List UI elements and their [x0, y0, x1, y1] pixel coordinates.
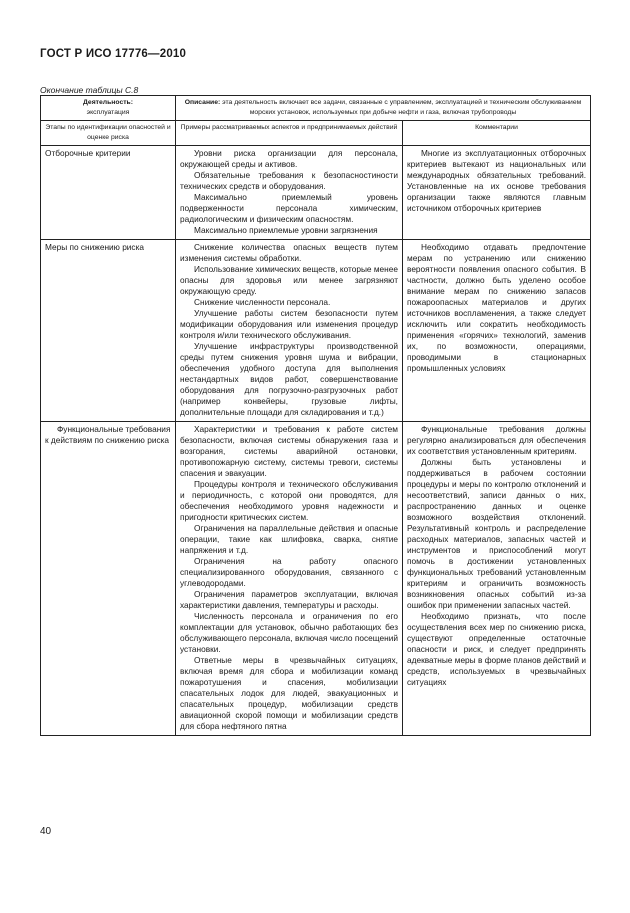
example-paragraph: Ограничения на параллельные действия и опасные операции, такие как шлифовка, сварка, снятие напряжения и т.д.: [180, 523, 398, 555]
example-paragraph: Ограничения параметров эксплуатации, включая характеристики давления, температуры и расходы.: [180, 589, 398, 610]
table-row: [41, 146, 591, 240]
page-number: 40: [40, 826, 52, 837]
activity-label: Деятельность:: [83, 99, 133, 106]
comment-paragraph: Должны быть установлены и поддерживаться в рабочем состоянии процедуры и меры по контролю отклонений и несоответствий, записи данных о них, распространению данных и оценке возможного воздействия отклонений. Результативный контроль и распределение расходных материалов, запасных частей и инструментов и приспособлений могут помочь в достижении установленных функциональных требований установленным критериям и ограничить возможность возникновения опасных событий из-за ошибок при применении запасных частей.: [407, 457, 587, 610]
comments-cell: [403, 146, 591, 240]
example-paragraph: Максимально приемлемый уровень подверженности персонала химическим, радиологическим и физическим опасностям.: [180, 192, 398, 224]
table-row: [41, 240, 591, 422]
table-caption: Окончание таблицы С.8: [40, 85, 139, 95]
stage-cell: Функциональные требования к действиям по снижению риска: [41, 422, 176, 736]
column-header-row: [41, 121, 591, 146]
column-header-comments: Комментарии: [403, 121, 591, 146]
example-paragraph: Снижение количества опасных веществ путем изменения системы обработки.: [180, 242, 398, 263]
activity-header-cell: [41, 96, 176, 121]
column-header-examples: Примеры рассматриваемых аспектов и предпринимаемых действий: [176, 121, 403, 146]
example-paragraph: Снижение численности персонала.: [194, 297, 331, 307]
example-paragraph: Ограничения на работу опасного специализированного оборудования, связанного с углеводородами.: [180, 556, 398, 588]
example-paragraph: Улучшение инфраструктуры производственной среды путем снижения уровня шума и вибрации, обеспечения удобного доступа для выполнения нестандартных видов работ, совершенствование оборудования для погрузочно-разгрузочных работ (например конвейеры, грузовые лифты, дополнительные площади для складирования и т.д.): [180, 341, 398, 417]
examples-cell: [176, 422, 403, 736]
example-paragraph: Максимально приемлемые уровни загрязнения: [194, 225, 378, 235]
requirements-table: [40, 95, 591, 736]
example-paragraph: Улучшение работы систем безопасности путем модификации оборудования или изменения процедур контроля и/или технического обслуживания.: [180, 308, 398, 340]
comments-cell: [403, 240, 591, 422]
column-header-stage: Этапы по идентификации опасностей и оценке риска: [41, 121, 176, 146]
comment-paragraph: Многие из эксплуатационных отборочных критериев вытекают из национальных или международных обязательных требований. Установленные на их основе требования организации также являются главным источником отборочных критериев: [407, 148, 587, 213]
comments-cell: [403, 422, 591, 736]
description-text: эта деятельность включает все задачи, связанные с управлением, эксплуатацией и техническим обслуживанием морских установок, используемых при добыче нефти и газа, включая трубопроводы: [222, 99, 582, 116]
table-header-row: [41, 96, 591, 121]
example-paragraph: Использование химических веществ, которые менее опасны для здоровья или менее загрязняют окружающую среду.: [180, 264, 398, 296]
description-header-cell: [176, 96, 591, 121]
examples-cell: [176, 146, 403, 240]
example-paragraph: Численность персонала и ограничения по его комплектации для установок, обычно работающих без обслуживающего персонала, включая число посещений установки.: [180, 611, 398, 654]
example-paragraph: Обязательные требования к безопасностиности технических средств и оборудования.: [180, 170, 398, 191]
description-label: Описание:: [184, 99, 221, 106]
stage-cell: Отборочные критерии: [41, 146, 176, 240]
activity-value: эксплуатация: [86, 109, 130, 116]
comment-paragraph: Необходимо признать, что после осуществления всех мер по снижению риска, существуют определенные остаточные опасности и риск, и следует предпринять адекватные меры в форме планов действий и средств, используемых в чрезвычайных ситуациях: [407, 611, 587, 687]
comment-paragraph: Необходимо отдавать предпочтение мерам по устранению или снижению вероятности появления опасного события. В частности, должно быть уделено особое внимание мерам по снижению запасов пожароопасных материалов и других источников воспламенения, а также следует исключить или сократить необходимость применения «горячих» технологий, заменив их, по возможности, операциями, проводимыми в стационарных промышленных условиях: [407, 242, 587, 373]
example-paragraph: Характеристики и требования к работе систем безопасности, включая системы обнаружения газа и возгорания, системы аварийной остановки, противопожарную систему, системы тревоги, системы спасения и эвакуации.: [180, 424, 398, 478]
document-header: ГОСТ Р ИСО 17776—2010: [40, 48, 187, 60]
example-paragraph: Уровни риска организации для персонала, окружающей среды и активов.: [180, 148, 398, 169]
examples-cell: [176, 240, 403, 422]
example-paragraph: Ответные меры в чрезвычайных ситуациях, включая время для сбора и мобилизации команд пожаротушения и спасения, мобилизации спасательных лодок для людей, эвакуационных и спасательных процедур, мобилизации средств авиационной скорой помощи и мобилизации средств для сбора нефтяного пятна: [180, 655, 398, 731]
example-paragraph: Процедуры контроля и технического обслуживания и периодичность, с которой они проводятся, для обеспечения необходимого уровня надежности и пригодности критических систем.: [180, 479, 398, 522]
table-row: [41, 422, 591, 736]
comment-paragraph: Функциональные требования должны регулярно анализироваться для обеспечения их соответствия установленным критериям.: [407, 424, 587, 456]
stage-cell: Меры по снижению риска: [41, 240, 176, 422]
